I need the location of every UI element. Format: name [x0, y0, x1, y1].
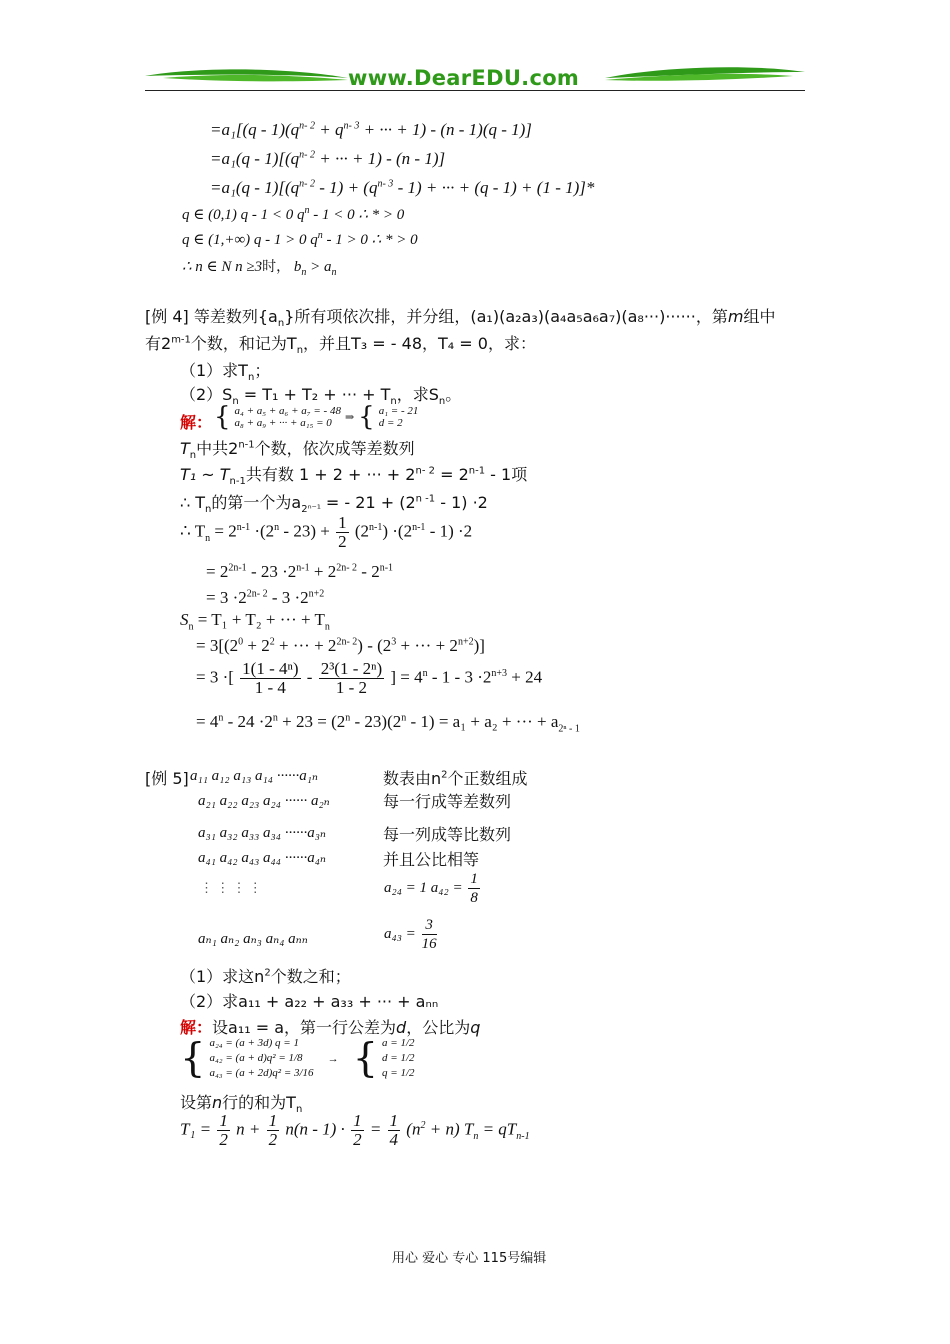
- example4-step-10: = $4^n - 24 \cdot 2^n + 23 = (2^n - 23)(2^n - 1) = a_1 + a_2$ + ··· + $a_{2^n - 1}$: [196, 712, 580, 735]
- matrix-row-n: aₙ₁ aₙ₂ aₙ₃ aₙ₄ aₙₙ: [198, 931, 308, 947]
- condition-1: a₂₄ = 1 a₄₂ = $\frac{1}{8}$: [384, 871, 478, 906]
- example4-question-1: （1）求$T_n$；: [180, 361, 271, 384]
- matrix-note-1: 数表由$n^2$个正数组成: [383, 769, 528, 788]
- matrix-note-4: 并且公比相等: [383, 850, 480, 869]
- example4-intro-line2: 有2$^{m-1}$个数，和记为$T_n$，并且T₃ = - 48，T₄ = 0，求：: [145, 334, 536, 357]
- example5-question-2: （2）求a₁₁ + a₂₂ + a₃₃ + ··· + aₙₙ: [180, 992, 439, 1011]
- matrix-row-dots: ⋮ ⋮ ⋮ ⋮: [200, 880, 262, 895]
- example4-step-7: $S_n = T_1 + T_2$ + ··· + $T_n$: [180, 610, 330, 633]
- example4-step-2: T₁ ~ $T_{n-1}$共有数 1 + 2 + ··· + $2^{n- 2} = 2^{n-1} - 1$项: [180, 465, 528, 488]
- example4-step-1: $T_n$中共2$^{n-1}$个数，依次成等差数列: [180, 439, 415, 462]
- example4-step-4: ∴ $T_n = 2^{n-1} \cdot(2^n - 23)$ + $\frac{1}{2}$ $(2^{n-1}) \cdot(2^{n-1} - 1) \cdot 2$: [180, 513, 473, 551]
- example5-system: { a₂₄ = (a + 3d) q = 1 a₄₂ = (a + d)q² = 1/8 a₄₃ = (a + 2d)q² = 3/16 → { a = 1/2 d = 1/2 q = 1/2: [180, 1035, 415, 1082]
- example4-step-3: ∴ $T_n$的第一个为$a_{2^{n-1}}$ = - $21 + (2^{n -1} - 1) \cdot 2$: [180, 493, 488, 516]
- example4-step-5: = $2^{2n-1} - 23 \cdot 2^{n-1} + 2^{2n- 2} - 2^{n-1}$: [206, 562, 394, 581]
- example4-step-6: = $3 \cdot 2^{2n- 2} - 3 \cdot 2^{n+2}$: [206, 588, 325, 607]
- matrix-note-2: 每一行成等差数列: [383, 792, 512, 811]
- page-footer: 用心 爱心 专心 115号编辑: [392, 1251, 547, 1266]
- example5-tag: [例 5]: [145, 769, 189, 788]
- eq-line-1: $=a_1[(q - 1)(q^{n- 2} + q^{n- 3}$ + ··· + 1) - (n - 1)(q - 1)]: [210, 120, 532, 139]
- example5-solution-intro: 解：设a₁₁ = a，第一行公差为d，公比为q: [180, 1018, 481, 1037]
- example4-step-9: = 3 ·[ $\frac{\text{1(1 - 4ⁿ)}}{1 - 4}$ - $\frac{\text{2³(1 - 2ⁿ)}}{1 - 2}$ ] = $4^n - 1 - 3 \cdot 2^{n+3} + 24$: [196, 659, 543, 697]
- matrix-row-1: a₁₁ a₁₂ a₁₃ a₁₄ ······a₁ₙ: [190, 768, 319, 784]
- example4-intro-line1: [例 4] 等差数列$\{a_n\}$所有项依次排，并分组，(a₁)(a₂a₃)(a₄a₅a₆a₇)(a₈···)······，第m组中: [145, 307, 776, 330]
- condition-2: a₄₃ = $\frac{3}{16}$: [384, 917, 437, 952]
- example5-row-sum-formula: T₁ = $\frac{1}{2}$ n + $\frac{1}{2}$ n(n - 1) · $\frac{1}{2}$ = $\frac{1}{4}$ $(n^2 + n) T_n = qT_{n-1}$: [180, 1111, 530, 1149]
- eq-line-5: q ∈ (1,+∞) q - 1 > 0 $q^n - 1 > 0$ ∴ * > 0: [182, 230, 418, 248]
- eq-line-2: $=a_1(q - 1)[(q^{n- 2}$ + ··· + 1) - (n - 1)]: [210, 149, 446, 168]
- matrix-note-3: 每一列成等比数列: [383, 825, 512, 844]
- header-rule: [145, 90, 805, 91]
- example4-system: { a₄ + a₅ + a₆ + a₇ = - 48 a₈ + a₉ + ··· + a₁₅ = 0 ⇒ { a₁ = - 21 d = 2: [214, 402, 419, 432]
- eq-line-4: q ∈ (0,1) q - 1 < 0 $q^n - 1 < 0$ ∴ * > 0: [182, 205, 405, 223]
- example5-row-sum-def: 设第n行的和为$T_n$: [180, 1093, 303, 1116]
- example5-question-1: （1）求这$n^2$个数之和；: [180, 967, 351, 986]
- matrix-row-3: a₃₁ a₃₂ a₃₃ a₃₄ ······a₃ₙ: [198, 825, 327, 841]
- example4-solution-label: 解：: [180, 413, 213, 432]
- matrix-row-2: a₂₁ a₂₂ a₂₃ a₂₄ ······ a₂ₙ: [198, 793, 330, 809]
- example4-question-2: $(2)S_n = T_1 + T_2$ + ··· + $T_n$，求$S_n$。: [180, 385, 462, 408]
- matrix-row-4: a₄₁ a₄₂ a₄₃ a₄₄ ······a₄ₙ: [198, 850, 327, 866]
- eq-line-6: ∴ n ∈ N n ≥3时， $b_n > a_n$: [182, 259, 337, 278]
- example4-step-8: = $3[(2^0 + 2^2$ + ··· + $2^{2n- 2}) - (2^3$ + ··· + $2^{n+2}$)]: [196, 636, 485, 655]
- site-title[interactable]: www.DearEDU.com: [348, 66, 580, 90]
- eq-line-3: $=a_1(q - 1)[(q^{n- 2} - 1) + (q^{n- 3} - 1)$ + ··· + (q - 1) + (1 - 1)]*: [210, 178, 595, 197]
